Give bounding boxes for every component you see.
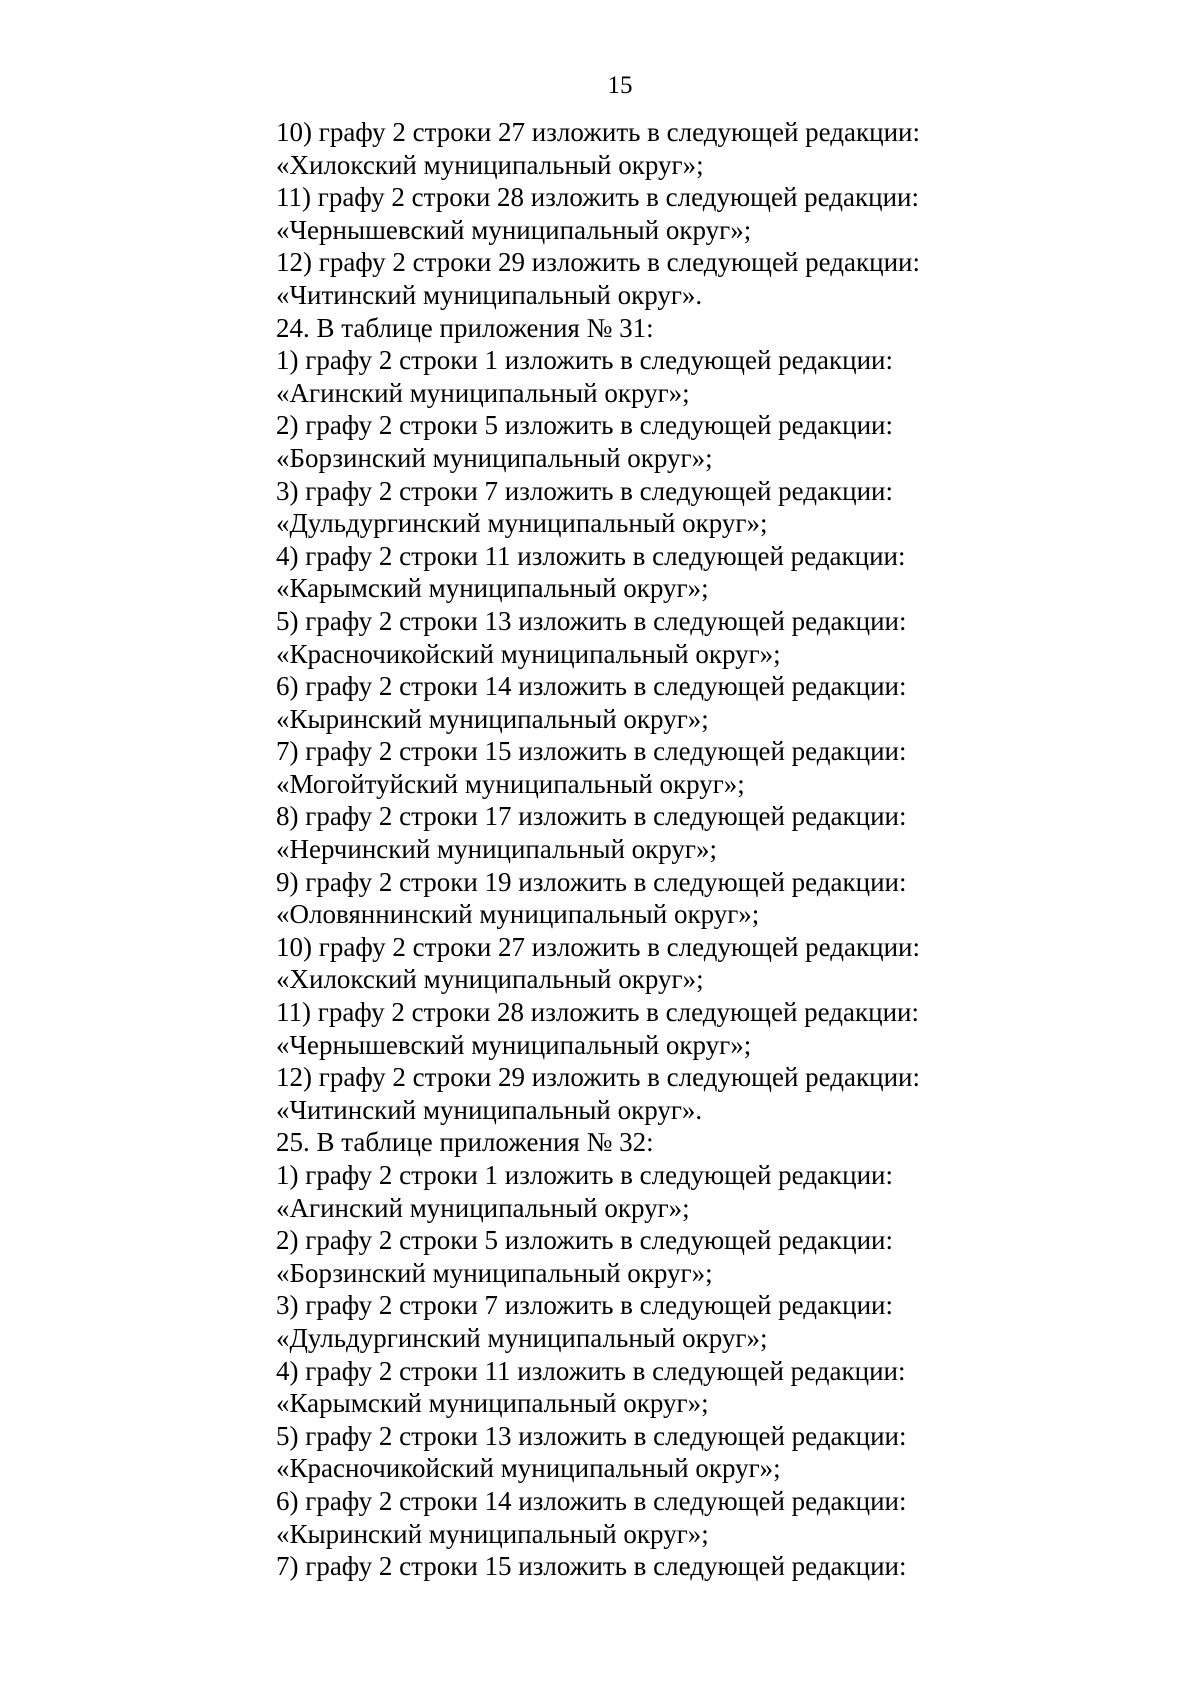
text-line: «Читинский муниципальный округ».: [276, 279, 703, 310]
text-line: 3) графу 2 строки 7 изложить в следующей редакции:: [276, 475, 893, 506]
text-line: 1) графу 2 строки 1 изложить в следующей редакции:: [276, 345, 893, 376]
page-number: 15: [607, 72, 633, 99]
text-line: 3) графу 2 строки 7 изложить в следующей редакции:: [276, 1290, 893, 1321]
text-line: 5) графу 2 строки 13 изложить в следующей редакции:: [276, 1420, 907, 1451]
text-line: «Карымский муниципальный округ»;: [276, 1388, 709, 1419]
text-line: 12) графу 2 строки 29 изложить в следующей редакции:: [276, 247, 920, 278]
document-body: [276, 116, 976, 1583]
text-line: «Чернышевский муниципальный округ»;: [276, 1029, 752, 1060]
text-line: 6) графу 2 строки 14 изложить в следующей редакции:: [276, 1485, 907, 1516]
text-line: 11) графу 2 строки 28 изложить в следующей редакции:: [276, 182, 919, 213]
text-line: «Нерчинский муниципальный округ»;: [276, 834, 718, 865]
text-line: 1) графу 2 строки 1 изложить в следующей редакции:: [276, 1160, 893, 1190]
text-line: «Оловяннинский муниципальный округ»;: [276, 899, 760, 930]
text-line: «Чернышевский муниципальный округ»;: [276, 214, 752, 245]
text-line: «Хилокский муниципальный округ»;: [276, 149, 704, 180]
text-line: 4) графу 2 строки 11 изложить в следующей редакции:: [276, 1355, 906, 1386]
text-line: 6) графу 2 строки 14 изложить в следующей редакции:: [276, 671, 907, 702]
text-line: «Борзинский муниципальный округ»;: [276, 1257, 713, 1288]
section-heading: 24. В таблице приложения № 31:: [276, 312, 654, 343]
text-line: 11) графу 2 строки 28 изложить в следующей редакции:: [276, 997, 919, 1028]
text-line: «Кыринский муниципальный округ»;: [276, 1518, 709, 1549]
text-line: 5) графу 2 строки 13 изложить в следующей редакции:: [276, 605, 907, 636]
text-line: «Могойтуйский муниципальный округ»;: [276, 768, 745, 799]
text-line: 2) графу 2 строки 5 изложить в следующей редакции:: [276, 1225, 893, 1256]
text-line: 8) графу 2 строки 17 изложить в следующей редакции:: [276, 801, 907, 832]
text-line: «Карымский муниципальный округ»;: [276, 573, 709, 604]
text-line: «Красночикойский муниципальный округ»;: [276, 638, 781, 669]
text-line: «Агинский муниципальный округ»;: [276, 377, 690, 408]
text-line: 2) графу 2 строки 5 изложить в следующей редакции:: [276, 410, 893, 441]
text-line: 10) графу 2 строки 27 изложить в следующей редакции:: [276, 931, 920, 962]
text-line: «Красночикойский муниципальный округ»;: [276, 1453, 781, 1484]
text-line: 9) графу 2 строки 19 изложить в следующей редакции:: [276, 866, 907, 897]
text-line: «Кыринский муниципальный округ»;: [276, 703, 709, 734]
text-line: «Хилокский муниципальный округ»;: [276, 964, 704, 995]
text-line: 7) графу 2 строки 15 изложить в следующей редакции:: [276, 1551, 907, 1582]
text-line: «Борзинский муниципальный округ»;: [276, 442, 713, 473]
text-line: «Читинский муниципальный округ».: [276, 1094, 703, 1125]
text-line: «Агинский муниципальный округ»;: [276, 1192, 690, 1223]
text-line: 12) графу 2 строки 29 изложить в следующей редакции:: [276, 1062, 920, 1093]
text-line: «Дульдургинский муниципальный округ»;: [276, 508, 768, 539]
text-line: 4) графу 2 строки 11 изложить в следующей редакции:: [276, 540, 906, 571]
text-line: 7) графу 2 строки 15 изложить в следующей редакции:: [276, 736, 907, 767]
section-heading: 25. В таблице приложения № 32:: [276, 1127, 654, 1158]
text-line: 10) графу 2 строки 27 изложить в следующей редакции:: [276, 117, 920, 147]
text-line: «Дульдургинский муниципальный округ»;: [276, 1322, 768, 1353]
